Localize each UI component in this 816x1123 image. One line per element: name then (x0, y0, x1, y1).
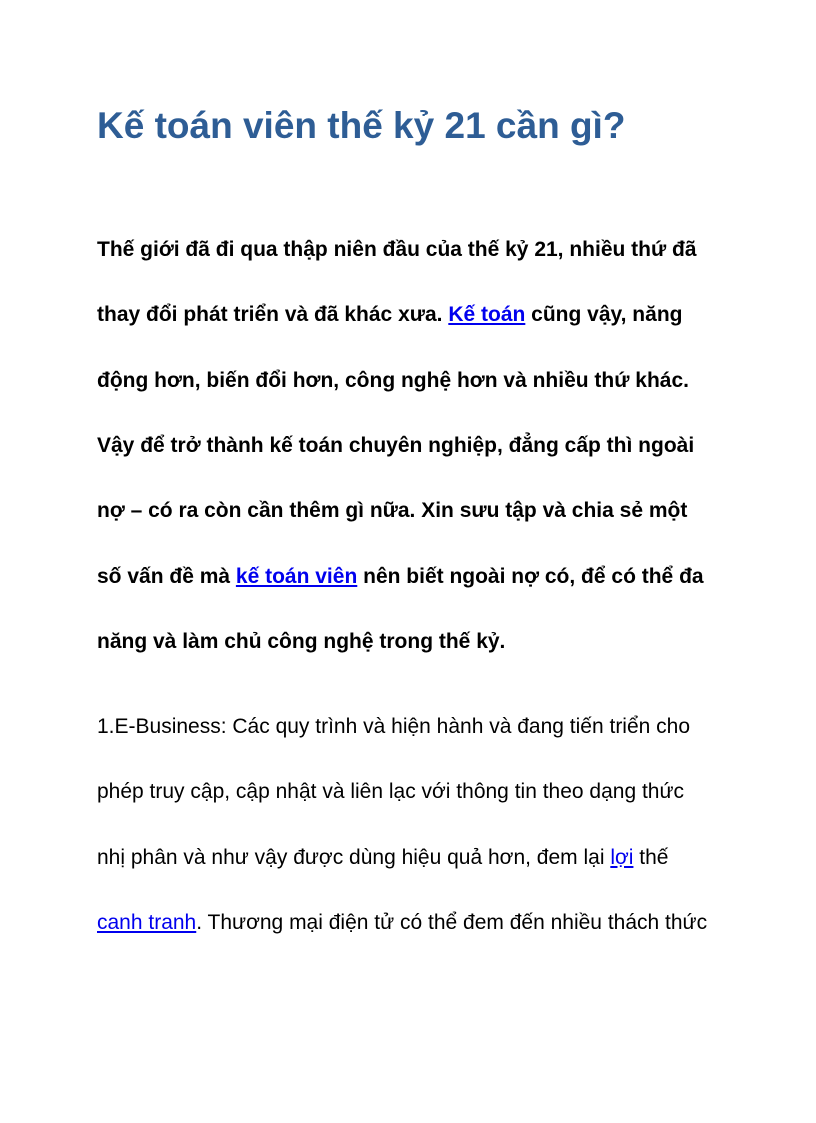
intro-line-6-text-b: nên biết ngoài nợ có, để có thể đa (357, 565, 704, 588)
section1-line-4 (97, 909, 707, 937)
intro-line-3: động hơn, biến đổi hơn, công nghệ hơn và nhiều thứ khác. (97, 369, 689, 392)
intro-line-1: Thế giới đã đi qua thập niên đầu của thế kỷ 21, nhiều thứ đã (97, 238, 697, 261)
section1-line-2: phép truy cập, cập nhật và liên lạc với thông tin theo dạng thức (97, 780, 685, 803)
ke-toan-vien-link[interactable]: kế toán viên (235, 565, 358, 588)
ke-toan-link[interactable]: Kế toán (448, 303, 526, 326)
section1-line-3-text-b: thế (633, 846, 669, 869)
intro-line-2-text-a: thay đổi phát triển và đã khác xưa. (97, 303, 449, 326)
section1-line-3 (97, 844, 668, 872)
section1-line-4-text-b: . Thương mại điện tử có thể đem đến nhiều thách thức (196, 911, 708, 934)
intro-line-4: Vậy để trở thành kế toán chuyên nghiệp, đẳng cấp thì ngoài (97, 434, 695, 457)
loi-link[interactable]: lợi (610, 846, 634, 869)
intro-line-2-text-b: cũng vậy, năng (525, 303, 683, 326)
section1-line-1: 1.E-Business: Các quy trình và hiện hành và đang tiến triển cho (97, 715, 691, 738)
intro-line-7: năng và làm chủ công nghệ trong thế kỷ. (97, 630, 506, 653)
canh-tranh-link[interactable]: canh tranh (97, 911, 197, 934)
section1-line-3-text-a: nhị phân và như vậy được dùng hiệu quả hơn, đem lại (97, 846, 611, 869)
page-title: Kế toán viên thế kỷ 21 cần gì? (97, 105, 626, 146)
intro-line-6-text-a: số vấn đề mà (97, 565, 236, 588)
intro-line-2 (97, 301, 682, 329)
intro-line-6 (97, 563, 704, 591)
intro-line-5: nợ – có ra còn cần thêm gì nữa. Xin sưu tập và chia sẻ một (97, 499, 688, 522)
